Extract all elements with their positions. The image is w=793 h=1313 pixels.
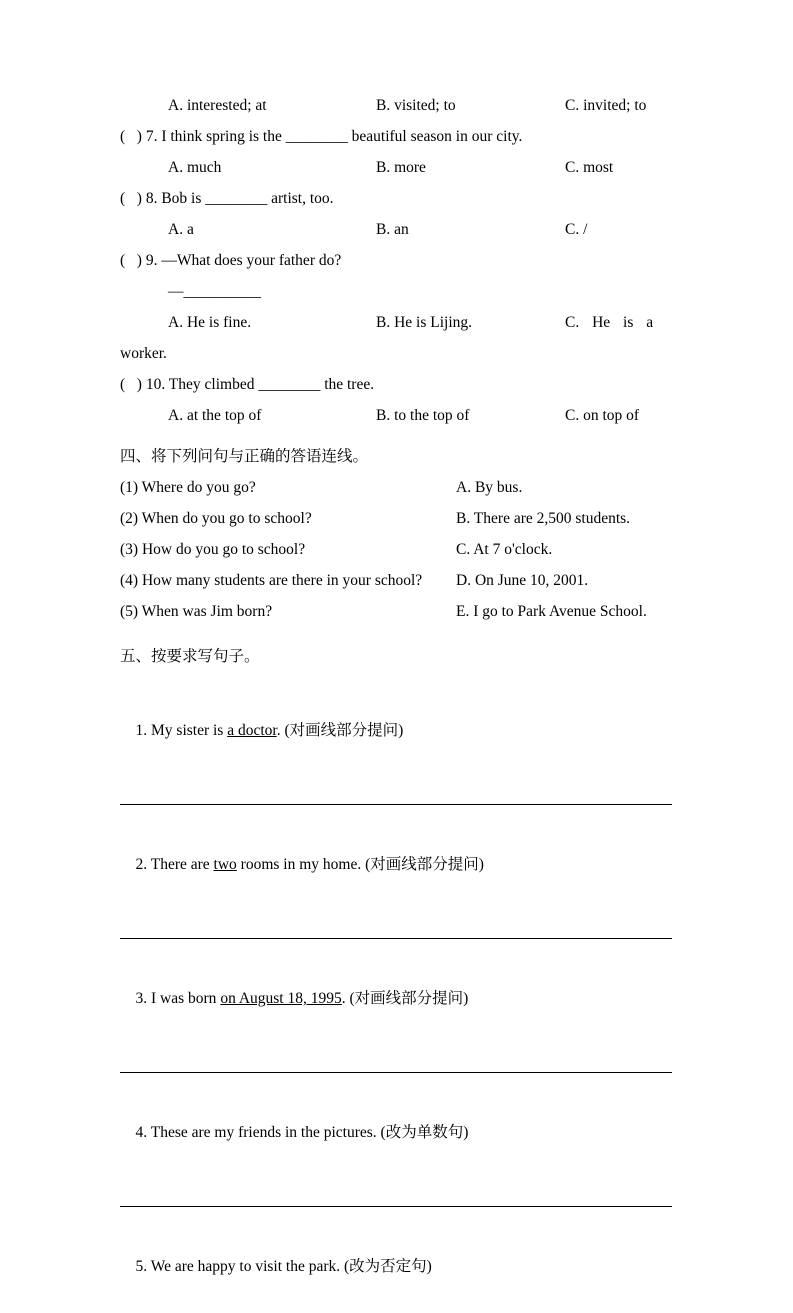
question-9-answer-blank: —__________ <box>168 283 261 300</box>
match-pair-1 <box>120 472 672 503</box>
question-9: ( ) 9. —What does your father do? <box>120 252 342 269</box>
match-question-4: (4) How many students are there in your school? <box>120 572 423 589</box>
match-answer-e: E. I go to Park Avenue School. <box>456 603 647 620</box>
rewrite-3-prefix: 3. I was born <box>135 990 221 1007</box>
rewrite-5-prefix: 5. We are happy to visit the park. (改为否定句) <box>135 1258 432 1275</box>
option-6c: C. invited; to <box>565 97 647 114</box>
answer-blank-line-1 <box>120 777 672 805</box>
match-question-5: (5) When was Jim born? <box>120 603 273 620</box>
option-7a: A. much <box>168 159 222 176</box>
option-7c: C. most <box>565 159 614 176</box>
match-answer-d: D. On June 10, 2001. <box>456 572 589 589</box>
option-8b: B. an <box>376 221 409 238</box>
match-question-2: (2) When do you go to school? <box>120 510 312 527</box>
options-row-10 <box>120 400 672 431</box>
rewrite-item-5 <box>120 1220 672 1313</box>
rewrite-3-underlined: on August 18, 1995 <box>220 990 342 1007</box>
options-row-9 <box>120 307 672 338</box>
rewrite-1-prefix: 1. My sister is <box>135 722 228 739</box>
question-10: ( ) 10. They climbed ________ the tree. <box>120 376 375 393</box>
option-9b: B. He is Lijing. <box>376 314 473 331</box>
answer-blank-line-4 <box>120 1179 672 1207</box>
option-10b: B. to the top of <box>376 407 470 424</box>
rewrite-item-3 <box>120 952 672 1045</box>
option-9a: A. He is fine. <box>168 314 252 331</box>
rewrite-1-underlined: a doctor <box>227 722 277 739</box>
option-9c: C. He is a <box>565 314 654 331</box>
rewrite-item-1 <box>120 684 672 777</box>
match-answer-c: C. At 7 o'clock. <box>456 541 553 558</box>
match-pair-5 <box>120 596 672 627</box>
option-9c-continuation: worker. <box>120 345 167 362</box>
option-6a: A. interested; at <box>168 97 267 114</box>
option-6b: B. visited; to <box>376 97 456 114</box>
rewrite-item-4 <box>120 1086 672 1179</box>
rewrite-2-suffix: rooms in my home. (对画线部分提问) <box>236 856 484 873</box>
rewrite-item-2 <box>120 818 672 911</box>
rewrite-1-suffix: . (对画线部分提问) <box>276 722 404 739</box>
section-5-title: 五、按要求写句子。 <box>120 648 260 665</box>
option-8a: A. a <box>168 221 194 238</box>
section-4-title: 四、将下列问句与正确的答语连线。 <box>120 448 369 465</box>
option-7b: B. more <box>376 159 426 176</box>
match-pair-3 <box>120 534 672 565</box>
rewrite-3-suffix: . (对画线部分提问) <box>341 990 469 1007</box>
option-10a: A. at the top of <box>168 407 262 424</box>
rewrite-2-prefix: 2. There are <box>135 856 214 873</box>
question-8: ( ) 8. Bob is ________ artist, too. <box>120 190 334 207</box>
match-answer-a: A. By bus. <box>456 479 523 496</box>
answer-blank-line-2 <box>120 911 672 939</box>
options-row-6 <box>120 90 672 121</box>
match-pair-2 <box>120 503 672 534</box>
option-10c: C. on top of <box>565 407 640 424</box>
question-7: ( ) 7. I think spring is the ________ beautiful season in our city. <box>120 128 523 145</box>
options-row-7 <box>120 152 672 183</box>
options-row-8 <box>120 214 672 245</box>
match-question-3: (3) How do you go to school? <box>120 541 306 558</box>
answer-blank-line-3 <box>120 1045 672 1073</box>
match-question-1: (1) Where do you go? <box>120 479 256 496</box>
option-8c: C. / <box>565 221 588 238</box>
match-pair-4 <box>120 565 672 596</box>
rewrite-4-prefix: 4. These are my friends in the pictures. (改为单数句) <box>135 1124 469 1141</box>
rewrite-2-underlined: two <box>213 856 237 873</box>
match-answer-b: B. There are 2,500 students. <box>456 510 631 527</box>
